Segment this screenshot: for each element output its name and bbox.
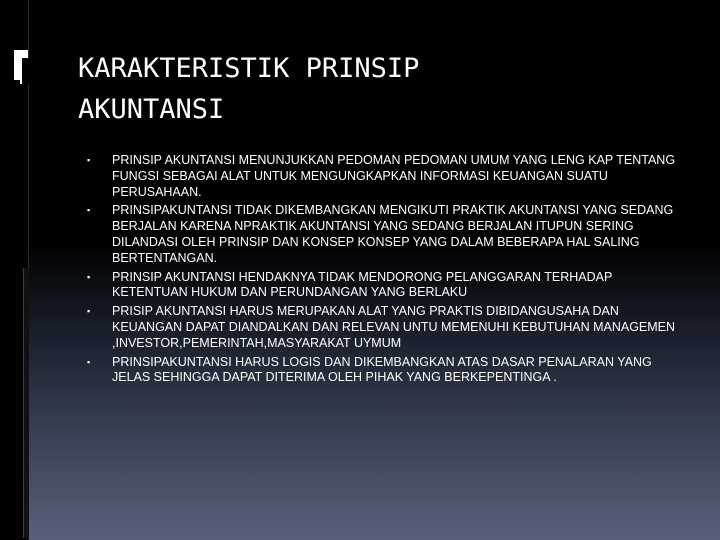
slide-title-line-2: AKUNTANSI [78, 94, 225, 125]
square-bullet-icon: ▪ [87, 271, 91, 282]
bullet-text: PRINSIP AKUNTANSI HENDAKNYA TIDAK MENDORONG PELANGGARAN TERHADAP KETENTUAN HUKUM DAN PERUNDANGAN YANG BERLAKU [112, 269, 613, 300]
bullet-item [87, 355, 677, 387]
bullet-item [87, 203, 677, 266]
slide-title [78, 48, 678, 130]
slide-title-line-1: KARAKTERISTIK PRINSIP [78, 53, 420, 84]
bullet-item [87, 304, 677, 351]
bullet-text: PRINSIP AKUNTANSI MENUNJUKKAN PEDOMAN PEDOMAN UMUM YANG LENG KAP TENTANG FUNGSI SEBAGAI ALAT UNTUK MENGUNGKAPKAN INFORMASI KEUANGAN SUATU PERUSAHAAN. [112, 153, 676, 199]
accent-block-inner [20, 58, 30, 84]
square-bullet-icon: ▪ [87, 155, 91, 165]
bullet-item [87, 153, 677, 200]
bullet-text: PRINSIPAKUNTANSI TIDAK DIKEMBANGKAN MENGIKUTI PRAKTIK AKUNTANSI YANG SEDANG BERJALAN KARENA NPRAKTIK AKUNTANSI YANG SEDANG BERJALAN ITUPUN SERING DILANDASI OLEH PRINSIP DAN KONSEP KONSEP YANG DALAM BEBERAPA HAL SALING BERTENTANGAN. [112, 203, 674, 265]
square-bullet-icon: ▪ [87, 356, 91, 367]
bullet-list [87, 153, 677, 389]
bullet-text: PRINSIPAKUNTANSI HARUS LOGIS DAN DIKEMBANGKAN ATAS DASAR PENALARAN YANG JELAS SEHINGGA DAPAT DITERIMA OLEH PIHAK YANG BERKEPENTINGA . [112, 354, 652, 385]
square-bullet-icon: ▪ [87, 306, 91, 317]
bullet-item [87, 270, 677, 302]
bullet-text: PRISIP AKUNTANSI HARUS MERUPAKAN ALAT YANG PRAKTIS DIBIDANGUSAHA DAN KEUANGAN DAPAT DIANDALKAN DAN RELEVAN UNTU MEMENUHI KEBUTUHAN MANAGEMEN ,INVESTOR,PEMERINTAH,MASYARAKAT UYMUM [112, 304, 676, 350]
square-bullet-icon: ▪ [87, 205, 91, 216]
accent-stripe-lower [23, 268, 29, 538]
